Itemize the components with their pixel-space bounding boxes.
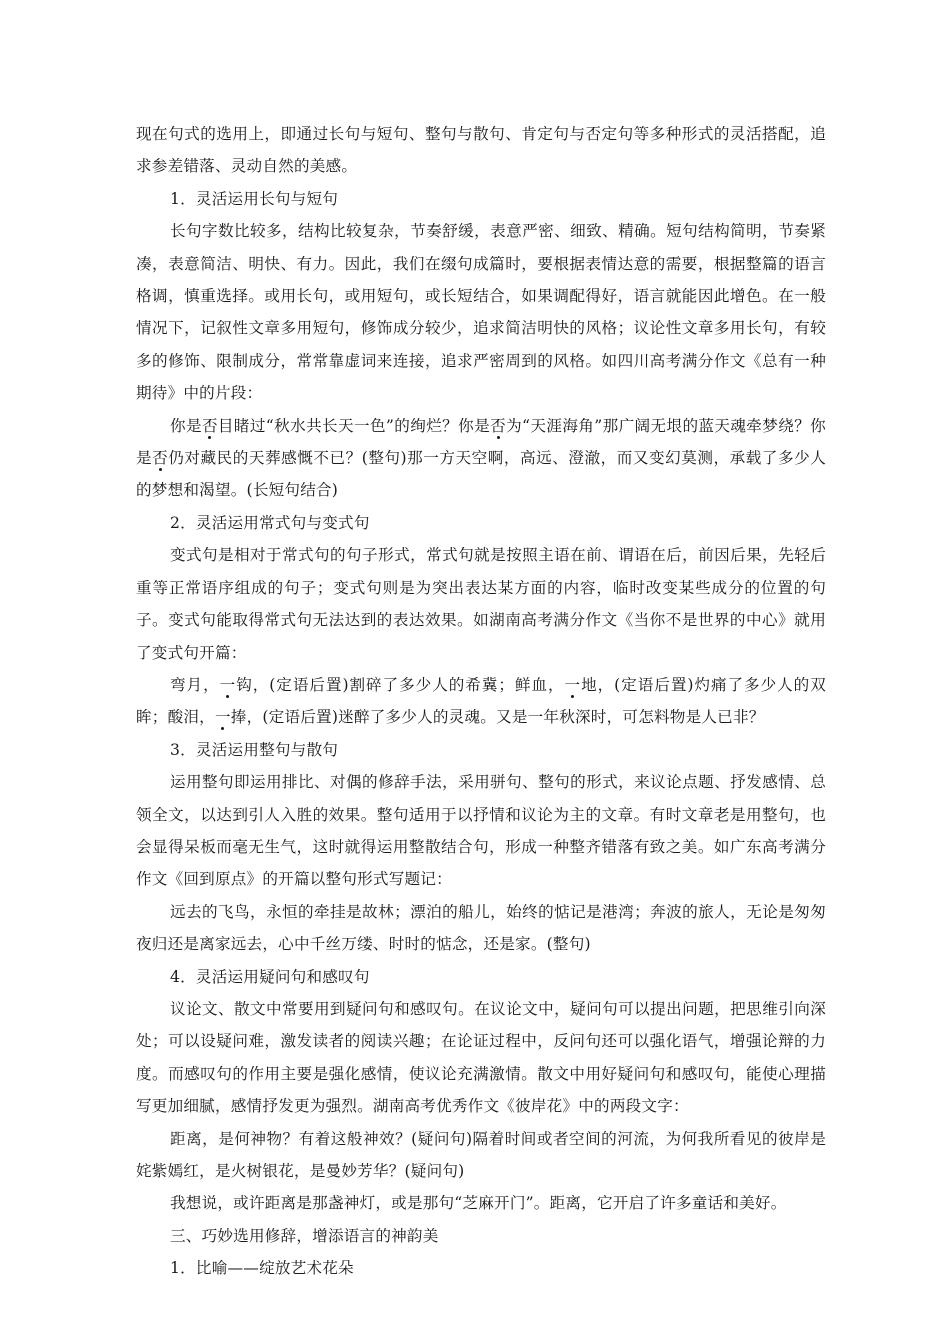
body-paragraph-normal-variant: 变式句是相对于常式句的句子形式，常式句就是按照主语在前、谓语在后，前因后果，先轻后重等正常语序组成的句子；变式句则是为突出表达某方面的内容，临时改变某些成分的位置的句子。变式句能取得常式句无法达到的表达效果。如湖南高考满分作文《当你不是世界的中心》就用了变式句开篇： [136, 546, 826, 662]
example-paragraph-long-short: 你是否目睹过“秋水共长天一色”的绚烂？你是否为“天涯海角”那广阔无垠的蓝天魂牵梦绕？你是否仍对藏民的天葬感慨不已？(整句)那一方天空啊，高远、澄澈，而又变幻莫测，承载了多少人的梦想和渴望。(长短句结合) [136, 416, 826, 500]
section-heading-normal-variant: 2．灵活运用常式句与变式句 [170, 513, 370, 532]
example-paragraph-question-2: 我想说，或许距离是那盏神灯，或是那句“芝麻开门”。距离，它开启了许多童话和美好。 [170, 1194, 787, 1213]
section-heading-question-exclamation: 4．灵活运用疑问句和感叹句 [170, 967, 370, 986]
emphasis-char: 一 [214, 708, 231, 727]
document-page [136, 118, 826, 1285]
section-heading-parallel-loose: 3．灵活运用整句与散句 [170, 740, 339, 759]
emphasis-char: 否 [152, 449, 169, 468]
section-heading-long-short: 1．灵活运用长句与短句 [170, 189, 339, 208]
emphasis-char: 否 [490, 416, 507, 435]
emphasis-char: 一 [219, 675, 237, 694]
example-paragraph-normal-variant: 弯月，一钩，(定语后置)割碎了多少人的希冀；鲜血，一地，(定语后置)灼痛了多少人的双眸；酸泪，一捧，(定语后置)迷醉了多少人的灵魂。又是一年秋深时，可怎料物是人已非？ [136, 675, 826, 727]
body-paragraph-question-exclamation: 议论文、散文中常要用到疑问句和感叹句。在议论文中，疑问句可以提出问题，把思维引向深处；可以设疑问难，激发读者的阅读兴趣；在论证过程中，反问句还可以强化语气，增强论辩的力度。而感叹句的作用主要是强化感情，使议论充满激情。散文中用好疑问句和感叹句，能使心理描写更加细腻，感情抒发更为强烈。湖南高考优秀作文《彼岸花》中的两段文字： [136, 999, 826, 1116]
example-paragraph-question-1: 距离，是何神物？有着这般神效？(疑问句)隔着时间或者空间的河流，为何我所看见的彼岸是姹紫嫣红，是火树银花，是曼妙芳华？(疑问句) [136, 1129, 826, 1180]
emphasis-char: 否 [201, 416, 218, 435]
intro-paragraph: 现在句式的选用上，即通过长句与短句、整句与散句、肯定句与否定句等多种形式的灵活搭配，追求参差错落、灵动自然的美感。 [136, 125, 826, 176]
chapter-heading-rhetoric: 三、巧妙选用修辞，增添语言的神韵美 [170, 1226, 439, 1245]
emphasis-char: 一 [564, 675, 582, 694]
section-heading-metaphor: 1．比喻——绽放艺术花朵 [170, 1259, 354, 1278]
example-paragraph-parallel-loose: 远去的飞鸟，永恒的牵挂是故林；漂泊的船儿，始终的惦记是港湾；奔波的旅人，无论是匆匆夜归还是离家远去，心中千丝万缕、时时的惦念，还是家。(整句) [136, 902, 826, 954]
body-paragraph-long-short: 长句字数比较多，结构比较复杂，节奏舒缓，表意严密、细致、精确。短句结构简明，节奏紧凑，表意简洁、明快、有力。因此，我们在缀句成篇时，要根据表情达意的需要，根据整篇的语言格调，慎重选择。或用长句，或用短句，或长短结合，如果调配得好，语言就能因此增色。在一般情况下，记叙性文章多用短句，修饰成分较少，追求简洁明快的风格；议论性文章多用长句，有较多的修饰、限制成分，常常靠虚词来连接，追求严密周到的风格。如四川高考满分作文《总有一种期待》中的片段： [136, 222, 826, 403]
body-paragraph-parallel-loose: 运用整句即运用排比、对偶的修辞手法，采用骈句、整句的形式，来议论点题、抒发感情、总领全文，以达到引人入胜的效果。整句适用于以抒情和议论为主的文章。有时文章老是用整句，也会显得呆板而毫无生气，这时就得运用整散结合句，形成一种整齐错落有致之美。如广东高考满分作文《回到原点》的开篇以整句形式写题记： [136, 773, 826, 889]
